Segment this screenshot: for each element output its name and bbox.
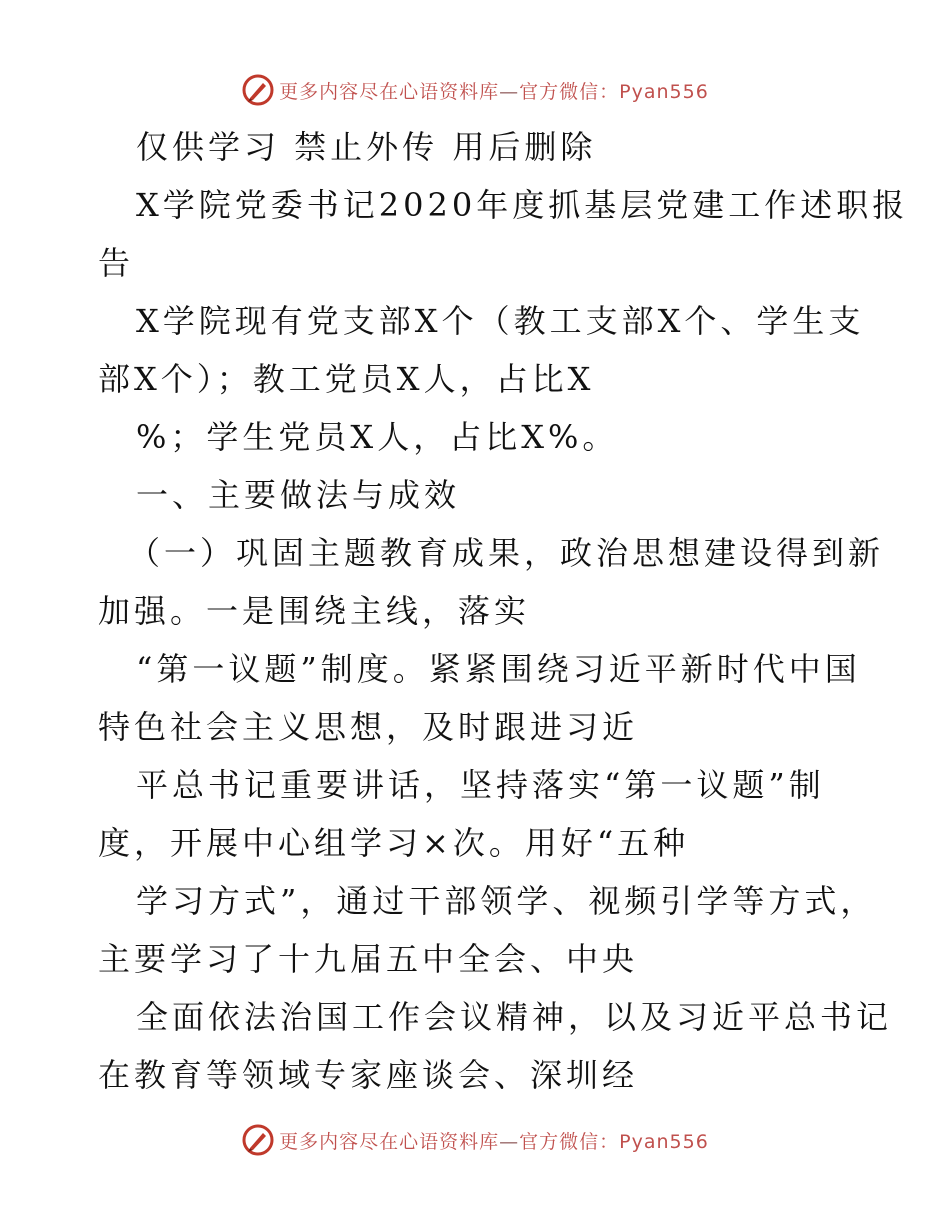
watermark-text: 更多内容尽在心语资料库 <box>279 1130 500 1153</box>
notice-line: 仅供学习 禁止外传 用后删除 <box>136 128 597 166</box>
paragraph-line: 主要学习了十九届五中全会、中央 <box>98 940 639 978</box>
watermark-suffix: 官方微信：Pyan556 <box>519 1130 709 1153</box>
paragraph-line: 度，开展中心组学习×次。用好“五种 <box>98 824 690 862</box>
paragraph-line: 特色社会主义思想，及时跟进习近 <box>98 708 639 746</box>
watermark-separator: — <box>499 80 520 103</box>
watermark-text: 更多内容尽在心语资料库 <box>279 80 500 103</box>
pen-logo-icon <box>241 1123 275 1157</box>
document-title: X学院党委书记2020年度抓基层党建工作述职报 <box>136 186 909 224</box>
paragraph-line: 加强。一是围绕主线，落实 <box>98 592 531 630</box>
document-title-cont: 告 <box>98 244 135 282</box>
document-body <box>98 118 909 1104</box>
paragraph-line: X学院现有党支部X个（教工支部X个、学生支 <box>136 302 865 340</box>
subsection-heading: （一）巩固主题教育成果，政治思想建设得到新 <box>128 534 885 572</box>
watermark-banner-top <box>0 70 950 110</box>
section-heading: 一、主要做法与成效 <box>136 476 461 514</box>
paragraph-line: 部X个）；教工党员X人，占比X <box>98 360 595 398</box>
paragraph-line: %；学生党员X人，占比X%。 <box>136 418 619 456</box>
watermark-suffix: 官方微信：Pyan556 <box>519 80 709 103</box>
watermark-separator: — <box>499 1130 520 1153</box>
paragraph-line: 全面依法治国工作会议精神，以及习近平总书记 <box>136 998 893 1036</box>
watermark-banner-bottom <box>0 1120 950 1160</box>
paragraph-line: 学习方式”，通过干部领学、视频引学等方式， <box>136 882 877 920</box>
paragraph-line: 平总书记重要讲话，坚持落实“第一议题”制 <box>136 766 825 804</box>
paragraph-line: 在教育等领域专家座谈会、深圳经 <box>98 1056 639 1094</box>
pen-logo-icon <box>241 73 275 107</box>
paragraph-line: “第一议题”制度。紧紧围绕习近平新时代中国 <box>136 650 861 688</box>
